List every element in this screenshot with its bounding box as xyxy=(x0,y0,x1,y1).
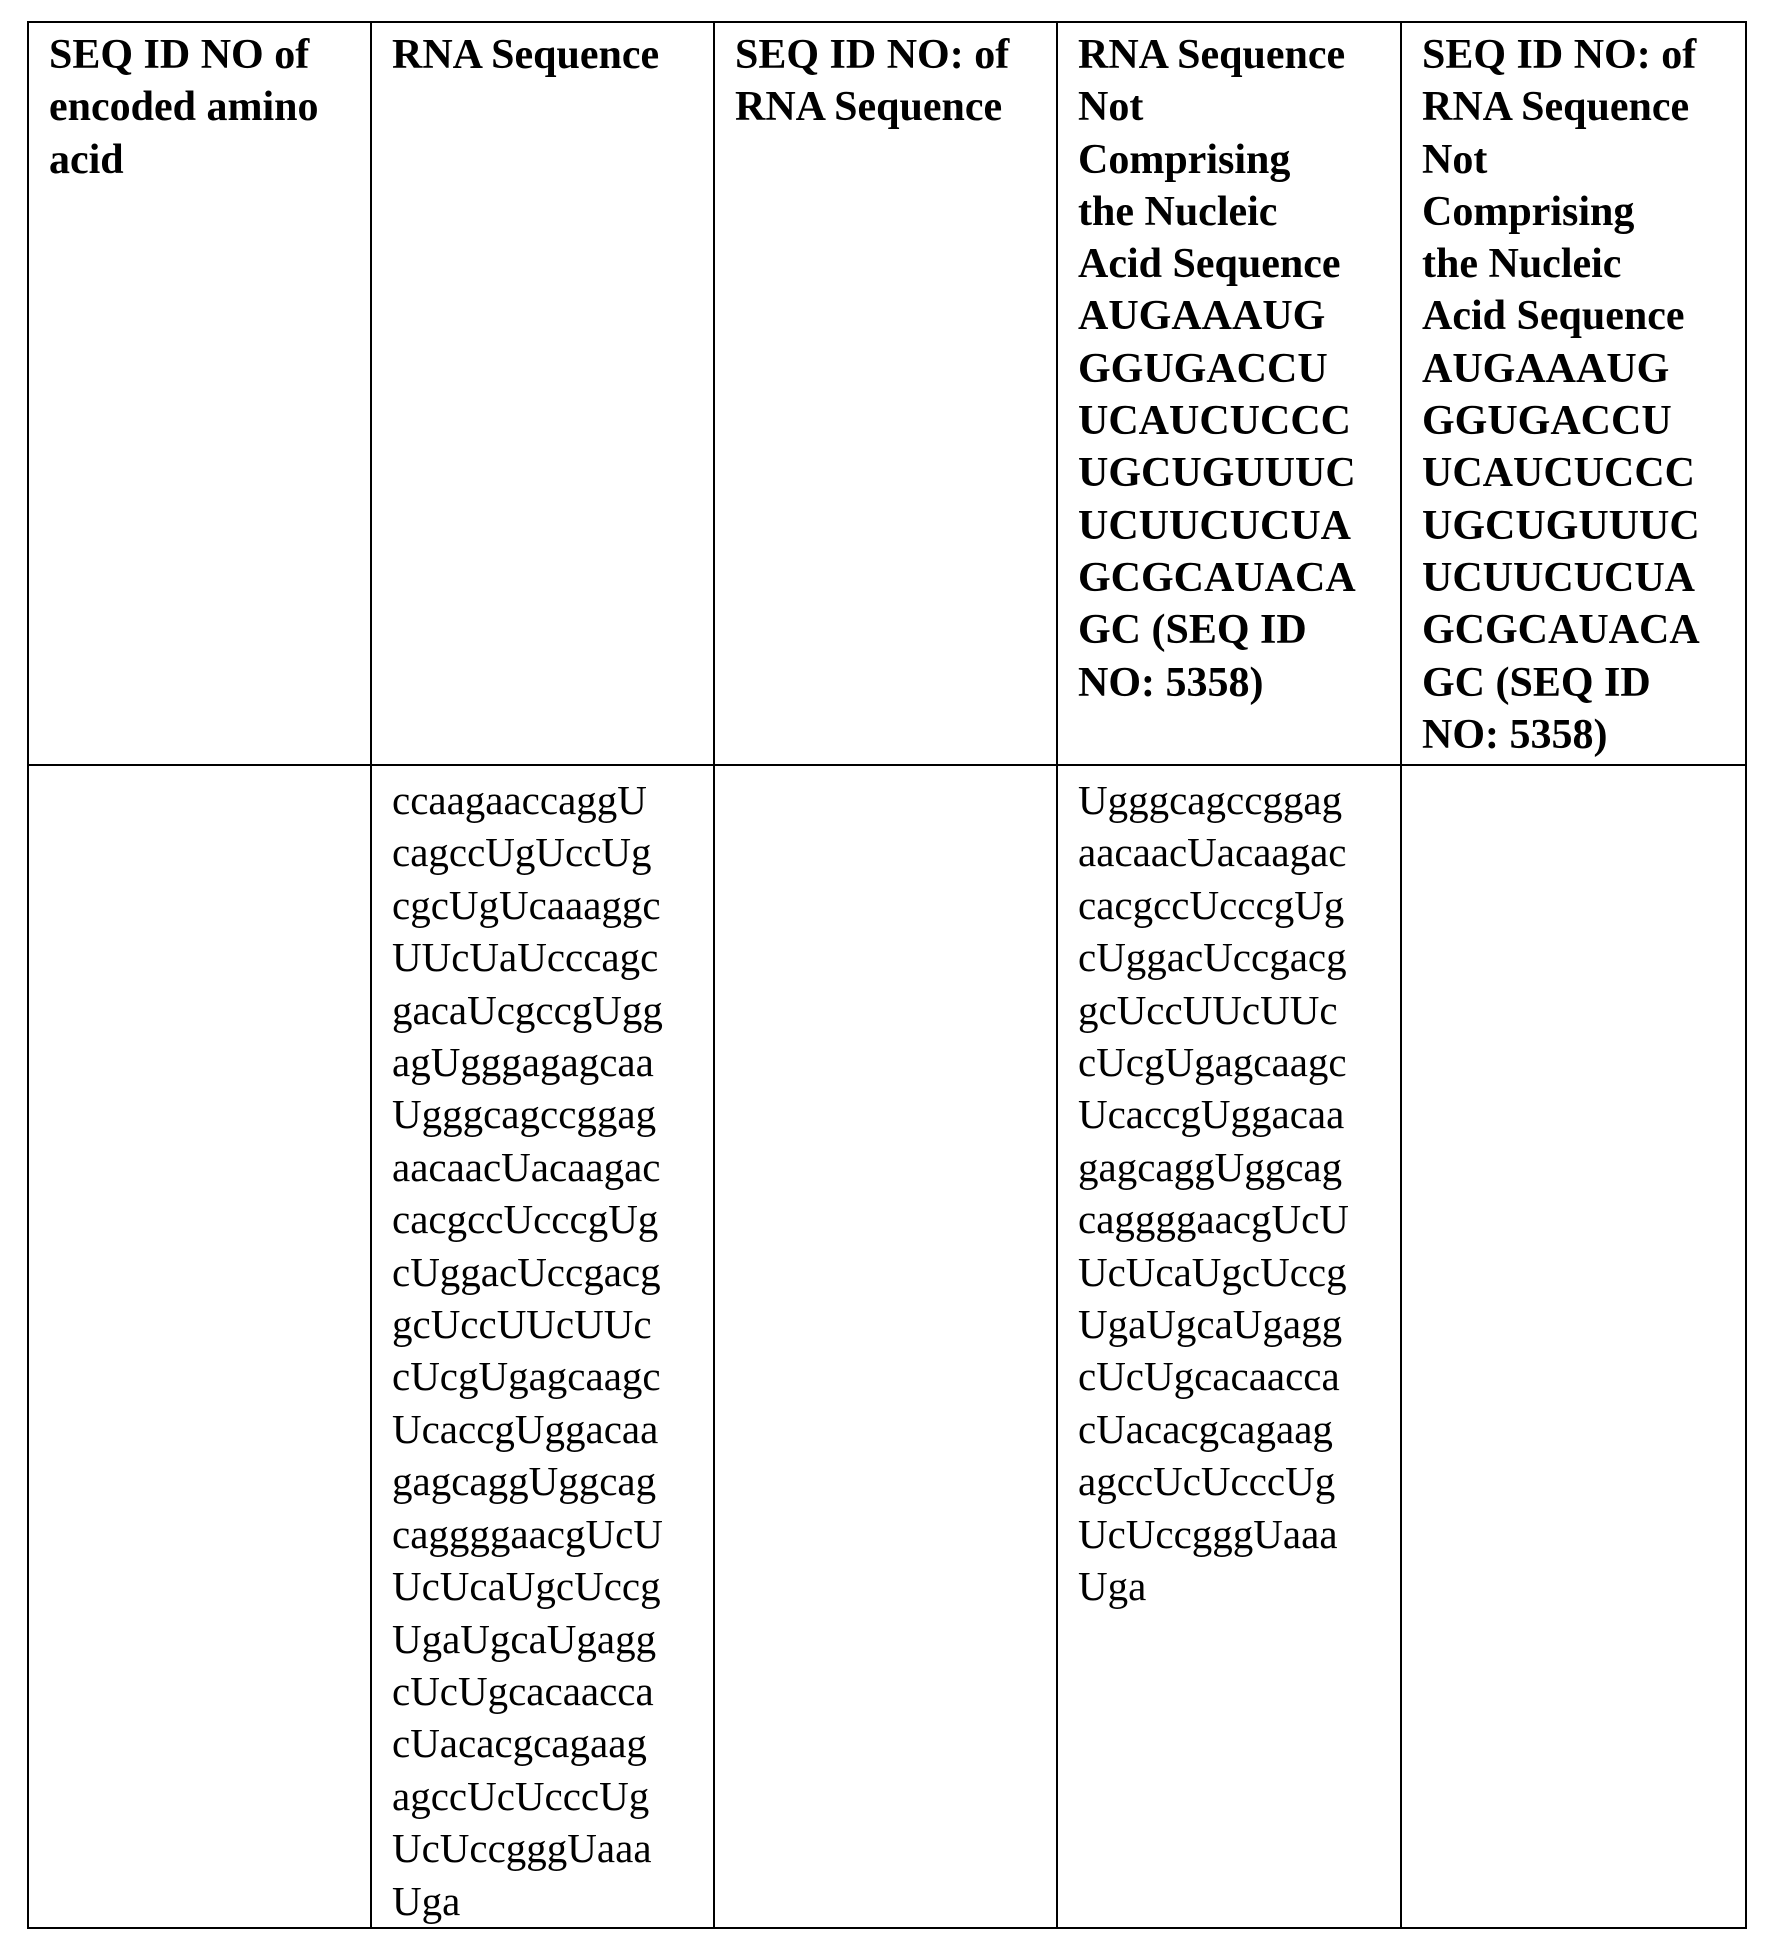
cell-rna-sequence xyxy=(371,765,714,1928)
header-line: GCGCAUACA xyxy=(1422,607,1700,654)
sequence-line: cUcgUgagcaagc xyxy=(392,1353,661,1400)
sequence-line: Ugggcagccggag xyxy=(1078,777,1343,823)
header-row xyxy=(28,22,1746,765)
header-line: Not xyxy=(1422,136,1488,183)
header-line: GGUGACCU xyxy=(1422,398,1672,445)
sequence-line: cgcUgUcaaaggc xyxy=(392,881,661,928)
sequence-line: cacgccUcccgUg xyxy=(1078,881,1345,928)
sequence-line: cUacacgcagaag xyxy=(1078,1405,1333,1452)
header-rna-not-comprising xyxy=(1057,22,1401,765)
header-line: NO: 5358) xyxy=(1078,659,1264,706)
cell-seq-id-amino-acid xyxy=(28,765,371,1928)
sequence-line: gcUccUUcUUc xyxy=(392,1301,652,1348)
sequence-line: cagccUgUccUg xyxy=(392,829,652,876)
header-line: the Nucleic xyxy=(1422,241,1622,288)
header-line: RNA Sequence xyxy=(1422,84,1690,131)
header-line: GC (SEQ ID xyxy=(1078,607,1307,654)
header-line: UGCUGUUUC xyxy=(1078,450,1356,497)
sequence-line: cacgccUcccgUg xyxy=(392,1196,659,1243)
header-line: encoded amino xyxy=(49,84,319,131)
header-line: Not xyxy=(1078,84,1144,131)
table-row xyxy=(28,765,1746,1928)
sequence-line: UgaUgcaUgagg xyxy=(392,1615,657,1662)
sequence-table xyxy=(27,21,1747,1929)
sequence-line: UcUccgggUaaa xyxy=(1078,1510,1338,1557)
sequence-line: UUcUaUcccagc xyxy=(392,934,659,981)
sequence-line: Uga xyxy=(1078,1563,1147,1610)
sequence-line: gcUccUUcUUc xyxy=(1078,986,1338,1033)
sequence-line: cUcgUgagcaagc xyxy=(1078,1039,1347,1086)
sequence-line: cUcUgcacaacca xyxy=(392,1667,654,1714)
header-line: AUGAAAUG xyxy=(1422,345,1670,392)
sequence-line: aacaacUacaagac xyxy=(392,1143,661,1190)
header-line: UCAUCUCCC xyxy=(1422,450,1695,497)
header-line: Acid Sequence xyxy=(1422,293,1685,340)
header-seq-id-rna xyxy=(714,22,1057,765)
header-line: UCUUCUCUA xyxy=(1422,554,1695,601)
sequence-line: UcaccgUggacaa xyxy=(1078,1091,1345,1138)
sequence-line: UcaccgUggacaa xyxy=(392,1405,659,1452)
sequence-line: caggggaacgUcU xyxy=(1078,1196,1349,1243)
header-seq-id-rna-not-comprising xyxy=(1401,22,1746,765)
sequence-line: cUggacUccgacg xyxy=(1078,934,1347,981)
sequence-line: gagcaggUggcag xyxy=(392,1458,657,1505)
cell-rna-not-comprising xyxy=(1057,765,1401,1928)
header-line: the Nucleic xyxy=(1078,188,1278,235)
sequence-line: Uga xyxy=(392,1877,461,1924)
sequence-line: cUcUgcacaacca xyxy=(1078,1353,1340,1400)
header-line: Comprising xyxy=(1422,188,1635,235)
header-line: SEQ ID NO: of xyxy=(1422,32,1697,78)
header-line: SEQ ID NO: of xyxy=(735,32,1010,78)
header-line: GCGCAUACA xyxy=(1078,554,1356,601)
header-line: SEQ ID NO of xyxy=(49,32,310,78)
sequence-line: ccaagaaccaggU xyxy=(392,777,647,823)
sequence-line: UgaUgcaUgagg xyxy=(1078,1301,1343,1348)
header-line: GGUGACCU xyxy=(1078,345,1328,392)
header-rna-sequence xyxy=(371,22,714,765)
header-line: UCUUCUCUA xyxy=(1078,502,1351,549)
sequence-line: agUgggagagcaa xyxy=(392,1039,654,1086)
header-line: RNA Sequence xyxy=(735,84,1003,131)
sequence-line: cUacacgcagaag xyxy=(392,1720,647,1767)
header-line: RNA Sequence xyxy=(1078,32,1346,78)
sequence-line: UcUcaUgcUccg xyxy=(392,1563,661,1610)
header-line: AUGAAAUG xyxy=(1078,293,1326,340)
sequence-line: cUggacUccgacg xyxy=(392,1248,661,1295)
header-line: UGCUGUUUC xyxy=(1422,502,1700,549)
header-line: Acid Sequence xyxy=(1078,241,1341,288)
sequence-line: Ugggcagccggag xyxy=(392,1091,657,1138)
sequence-line: caggggaacgUcU xyxy=(392,1510,663,1557)
header-line: acid xyxy=(49,136,124,183)
header-line: RNA Sequence xyxy=(392,32,660,78)
sequence-line: agccUcUcccUg xyxy=(392,1772,650,1819)
cell-seq-id-rna-not-comprising xyxy=(1401,765,1746,1928)
header-line: Comprising xyxy=(1078,136,1291,183)
sequence-line: gacaUcgccgUgg xyxy=(392,986,663,1033)
header-line: UCAUCUCCC xyxy=(1078,398,1351,445)
sequence-line: UcUccgggUaaa xyxy=(392,1825,652,1872)
sequence-line: agccUcUcccUg xyxy=(1078,1458,1336,1505)
sequence-line: gagcaggUggcag xyxy=(1078,1143,1343,1190)
cell-seq-id-rna xyxy=(714,765,1057,1928)
sequence-line: UcUcaUgcUccg xyxy=(1078,1248,1347,1295)
header-line: GC (SEQ ID xyxy=(1422,659,1651,706)
sequence-line: aacaacUacaagac xyxy=(1078,829,1347,876)
header-seq-id-amino-acid xyxy=(28,22,371,765)
header-line: NO: 5358) xyxy=(1422,711,1608,758)
